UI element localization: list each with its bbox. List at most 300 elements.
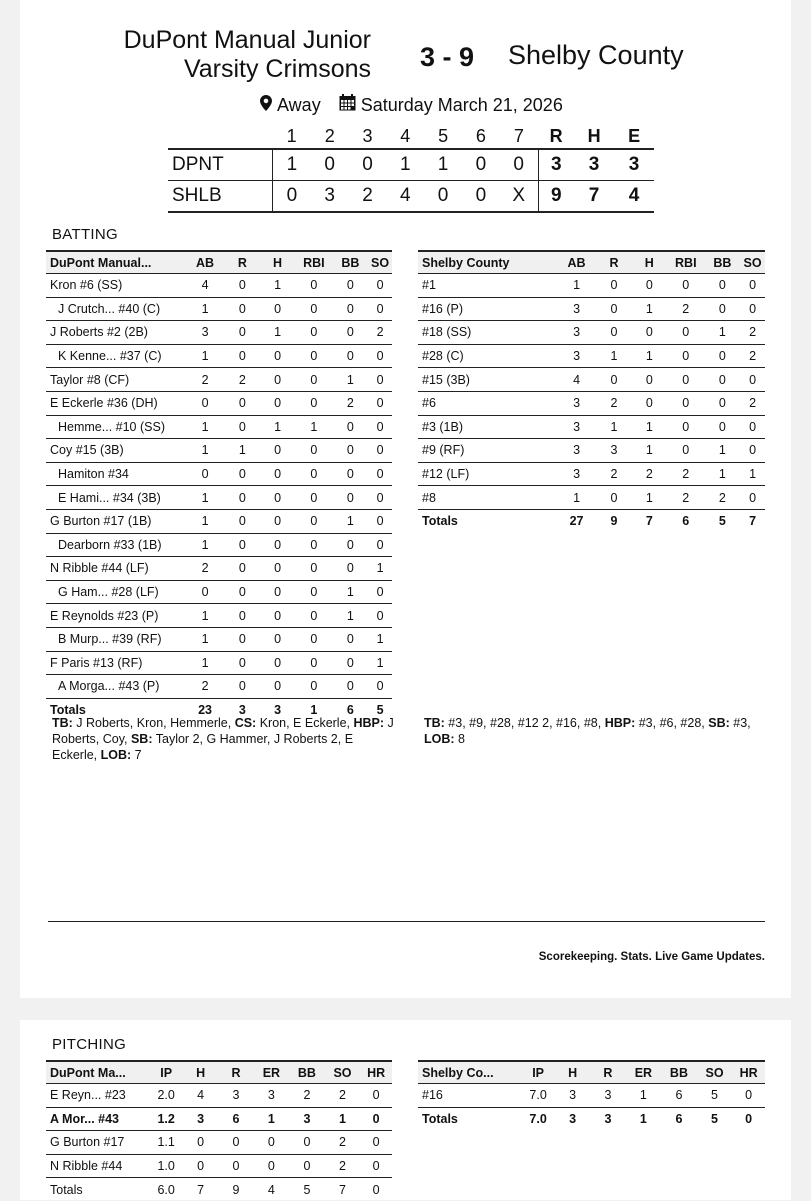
stat-cell: 0	[183, 1154, 218, 1178]
stat-cell: 1	[596, 415, 631, 439]
stat-cell: 1	[325, 1107, 361, 1131]
stat-cell: 0	[360, 1154, 392, 1178]
stat-cell: 0	[260, 462, 295, 486]
stat-cell: 1	[185, 344, 224, 368]
stat-cell: 0	[260, 557, 295, 581]
stat-cell: 0	[225, 321, 260, 345]
stat-cell: 0	[596, 297, 631, 321]
stat-cell: 0	[360, 1084, 392, 1108]
stat-cell: 0	[596, 368, 631, 392]
stat-cell: 0	[596, 321, 631, 345]
totals-row	[418, 509, 765, 532]
stat-cell: 0	[289, 1131, 325, 1155]
stat-cell: 1	[632, 415, 667, 439]
stat-cell: 0	[368, 344, 392, 368]
stat-cell: 3	[557, 439, 596, 463]
stat-cell: 0	[368, 486, 392, 510]
player-row	[46, 439, 392, 463]
stat-column-header: SO	[368, 251, 392, 274]
batting-table-dupont	[46, 250, 392, 721]
player-name: B Murp... #39 (RF)	[46, 627, 185, 651]
player-row	[46, 415, 392, 439]
stat-cell: 0	[368, 533, 392, 557]
pitcher-name: A Mor... #43	[46, 1107, 149, 1131]
stat-cell: 1	[254, 1107, 290, 1131]
stat-cell: 2	[325, 1154, 361, 1178]
player-row	[46, 533, 392, 557]
stat-cell: 4	[267, 1182, 275, 1197]
final-score: 3 - 9	[420, 42, 475, 72]
stat-cell: 9	[610, 514, 618, 529]
pitcher-name: #16	[418, 1084, 521, 1108]
inning-cell: 1	[386, 149, 424, 181]
stat-column-header: IP	[149, 1061, 183, 1084]
player-name: N Ribble #44 (LF)	[46, 557, 185, 581]
stat-cell: 0	[667, 415, 705, 439]
stat-cell: 1	[310, 702, 318, 717]
stat-cell: 0	[596, 274, 631, 298]
player-row	[418, 321, 765, 345]
stat-cell: 2	[225, 368, 260, 392]
stat-cell: 1	[260, 274, 295, 298]
stat-cell: 0	[368, 439, 392, 463]
batting-table-shelby	[418, 250, 765, 533]
team-column-header: Shelby County	[418, 251, 557, 274]
stat-cell: 7	[339, 1182, 346, 1197]
stat-cell: 5	[711, 1111, 718, 1126]
player-row	[46, 509, 392, 533]
stat-cell: 0	[295, 604, 333, 628]
inning-header: 5	[424, 124, 462, 149]
stat-cell: 0	[705, 344, 741, 368]
stat-cell: 0	[260, 675, 295, 699]
stat-cell: 3	[254, 1084, 290, 1108]
stat-cell: 0	[360, 1107, 392, 1131]
inning-header: 1	[273, 124, 311, 149]
player-row	[46, 462, 392, 486]
stat-cell: 1	[632, 297, 667, 321]
inning-header: 7	[500, 124, 538, 149]
player-name: Hemme... #10 (SS)	[46, 415, 185, 439]
stat-column-header: H	[183, 1061, 218, 1084]
stat-cell: 0	[225, 580, 260, 604]
inning-cell: 1	[424, 149, 462, 181]
game-location: Away	[277, 94, 321, 115]
stat-column-header: HR	[360, 1061, 392, 1084]
inning-cell: 0	[500, 149, 538, 181]
stat-cell: 1	[368, 651, 392, 675]
footer-tagline: Scorekeeping. Stats. Live Game Updates.	[538, 951, 765, 963]
player-name: #3 (1B)	[418, 415, 557, 439]
runs-header: R	[538, 124, 574, 149]
stat-cell: 0	[260, 486, 295, 510]
stat-cell: 0	[740, 297, 765, 321]
batting-section-title: BATTING	[52, 226, 118, 243]
line-score-row	[168, 181, 654, 213]
stat-cell: 0	[745, 1111, 753, 1126]
inning-header: 2	[311, 124, 349, 149]
stat-cell: 0	[260, 297, 295, 321]
team-abbr: DPNT	[168, 149, 273, 181]
stat-cell: 2	[705, 486, 741, 510]
stat-cell: 0	[225, 557, 260, 581]
stat-cell: 2	[596, 462, 631, 486]
stat-cell: 3	[557, 297, 596, 321]
stat-cell: 7	[749, 514, 757, 529]
stat-cell: 4	[557, 368, 596, 392]
stat-cell: 0	[333, 274, 368, 298]
stat-cell: 0	[705, 297, 741, 321]
stat-cell: 0	[333, 651, 368, 675]
stat-cell: 7	[645, 514, 653, 529]
stat-cell: 1	[596, 344, 631, 368]
stat-cell: 0	[260, 391, 295, 415]
stat-column-header: BB	[333, 251, 368, 274]
stat-column-header: SO	[740, 251, 765, 274]
stat-cell: 0	[225, 604, 260, 628]
stat-cell: 0	[333, 462, 368, 486]
stat-cell: 0	[295, 509, 333, 533]
player-row	[46, 675, 392, 699]
stat-cell: 1	[557, 274, 596, 298]
note-label: HBP:	[353, 716, 385, 730]
player-row	[418, 439, 765, 463]
stat-cell: 1	[225, 439, 260, 463]
stat-cell: 0	[333, 533, 368, 557]
stat-cell: 0	[295, 533, 333, 557]
stat-cell: 3	[183, 1107, 218, 1131]
stat-cell: 0	[705, 391, 741, 415]
stat-cell: 6	[675, 1111, 683, 1126]
stat-cell: 0	[368, 675, 392, 699]
stat-column-header: R	[596, 251, 631, 274]
table-header	[418, 1061, 765, 1084]
stat-cell: 4	[185, 274, 224, 298]
note-label: LOB:	[424, 732, 455, 746]
pitcher-row	[46, 1154, 392, 1178]
player-row	[46, 557, 392, 581]
stat-cell: 3	[590, 1084, 625, 1108]
pitcher-name: E Reyn... #23	[46, 1084, 149, 1108]
player-name: F Paris #13 (RF)	[46, 651, 185, 675]
errors-cell: 4	[614, 181, 654, 213]
stat-cell: 0	[225, 391, 260, 415]
note-text: 8	[454, 732, 465, 746]
stat-column-header: BB	[705, 251, 741, 274]
stat-cell: 3	[289, 1107, 325, 1131]
stat-cell: 2	[596, 391, 631, 415]
note-text: #3, #6, #28,	[635, 716, 709, 730]
inning-cell: 0	[273, 181, 311, 213]
stat-column-header: BB	[289, 1061, 325, 1084]
stat-cell: 5	[376, 702, 384, 717]
stat-cell: 1	[185, 439, 224, 463]
line-score-header	[168, 124, 654, 149]
stat-cell: 0	[260, 368, 295, 392]
game-date: Saturday March 21, 2026	[360, 94, 563, 115]
stat-cell: 3	[604, 1111, 612, 1126]
player-row	[418, 344, 765, 368]
stat-cell: 1	[632, 344, 667, 368]
player-row	[46, 368, 392, 392]
stat-cell: 3	[557, 344, 596, 368]
player-name: K Kenne... #37 (C)	[46, 344, 185, 368]
stat-cell: 0	[705, 415, 741, 439]
stat-cell: 2	[289, 1084, 325, 1108]
stat-cell: 1	[295, 415, 333, 439]
player-row	[418, 391, 765, 415]
stat-cell: 7.0	[521, 1084, 555, 1108]
inning-cell: 3	[311, 181, 349, 213]
stat-column-header: AB	[185, 251, 224, 274]
away-team-name: Shelby County	[508, 40, 684, 70]
stat-cell: 1.2	[149, 1107, 183, 1131]
inning-cell: 2	[349, 181, 387, 213]
stat-cell: 0	[295, 580, 333, 604]
pitcher-row	[46, 1131, 392, 1155]
player-name: J Roberts #2 (2B)	[46, 321, 185, 345]
stat-cell: 2	[667, 486, 705, 510]
stat-cell: 7	[197, 1182, 205, 1197]
stat-cell: 1	[185, 509, 224, 533]
stat-cell: 3	[555, 1084, 590, 1108]
stat-column-header: R	[218, 1061, 253, 1084]
player-name: G Burton #17 (1B)	[46, 509, 185, 533]
note-text: J Roberts, Kron, Hemmerle,	[72, 716, 235, 730]
stat-cell: 0	[225, 675, 260, 699]
stat-cell: 0	[368, 462, 392, 486]
totals-row	[418, 1107, 765, 1130]
player-row	[46, 297, 392, 321]
stat-cell: 0	[185, 462, 224, 486]
stat-cell: 2	[185, 557, 224, 581]
stat-cell: 2	[632, 462, 667, 486]
inning-header: 3	[349, 124, 387, 149]
player-row	[418, 274, 765, 298]
stat-cell: 0	[225, 462, 260, 486]
stat-cell: 2	[185, 368, 224, 392]
player-name: E Hami... #34 (3B)	[46, 486, 185, 510]
stat-cell: 0	[295, 439, 333, 463]
calendar-icon	[339, 94, 356, 116]
stat-column-header: SO	[325, 1061, 361, 1084]
stat-cell: 0	[632, 321, 667, 345]
stat-column-header: ER	[626, 1061, 662, 1084]
stat-cell: 0	[295, 344, 333, 368]
team-column-header: Shelby Co...	[418, 1061, 521, 1084]
stat-cell: 0	[632, 274, 667, 298]
stat-cell: 0	[295, 557, 333, 581]
stat-cell: 1	[185, 297, 224, 321]
note-text: Taylor 2, G Hammer, J Roberts 2, E Eckerle,	[52, 732, 354, 762]
stat-cell: 0	[368, 274, 392, 298]
runs-cell: 3	[538, 149, 574, 181]
table-header	[46, 251, 392, 274]
stat-cell: 0	[368, 368, 392, 392]
stat-cell: 1	[333, 604, 368, 628]
stat-cell: 0	[225, 297, 260, 321]
stat-column-header: ER	[254, 1061, 290, 1084]
stat-cell: 0	[218, 1131, 253, 1155]
inning-header: 6	[462, 124, 500, 149]
team-column-header: DuPont Manual...	[46, 251, 185, 274]
stat-cell: 0	[260, 439, 295, 463]
stat-cell: 0	[225, 344, 260, 368]
stat-cell: 0	[225, 509, 260, 533]
stat-cell: 1	[260, 415, 295, 439]
hits-cell: 7	[574, 181, 614, 213]
player-name: #18 (SS)	[418, 321, 557, 345]
stat-cell: 0	[218, 1154, 253, 1178]
player-name: Hamiton #34	[46, 462, 185, 486]
stat-cell: 1	[740, 462, 765, 486]
stat-cell: 0	[295, 391, 333, 415]
player-row	[418, 297, 765, 321]
stat-cell: 2.0	[149, 1084, 183, 1108]
stat-cell: 1	[185, 651, 224, 675]
player-name: A Morga... #43 (P)	[46, 675, 185, 699]
note-text: #3, #9, #28, #12 2, #16, #8,	[444, 716, 605, 730]
totals-label: Totals	[50, 702, 86, 717]
stat-cell: 1	[705, 439, 741, 463]
stat-cell: 0	[183, 1131, 218, 1155]
stat-cell: 0	[333, 675, 368, 699]
stat-cell: 0	[368, 297, 392, 321]
pitcher-name: Totals	[50, 1182, 83, 1197]
stat-cell: 0	[740, 274, 765, 298]
stat-cell: 0	[254, 1154, 290, 1178]
player-row	[46, 274, 392, 298]
stat-cell: 0	[295, 486, 333, 510]
player-name: Kron #6 (SS)	[46, 274, 185, 298]
pitcher-name: N Ribble #44	[46, 1154, 149, 1178]
stat-cell: 6.0	[157, 1182, 175, 1197]
stat-cell: 1	[185, 533, 224, 557]
stat-cell: 0	[667, 274, 705, 298]
player-name: Taylor #8 (CF)	[46, 368, 185, 392]
stat-cell: 0	[740, 368, 765, 392]
hits-cell: 3	[574, 149, 614, 181]
stat-cell: 0	[225, 627, 260, 651]
player-name: #9 (RF)	[418, 439, 557, 463]
player-name: E Eckerle #36 (DH)	[46, 391, 185, 415]
stat-cell: 0	[260, 604, 295, 628]
stat-cell: 0	[667, 391, 705, 415]
player-row	[418, 462, 765, 486]
stat-cell: 0	[260, 509, 295, 533]
stat-cell: 23	[198, 702, 212, 717]
stat-cell: 6	[682, 514, 690, 529]
stat-cell: 1	[333, 509, 368, 533]
stat-cell: 3	[569, 1111, 577, 1126]
note-label: HBP:	[604, 716, 636, 730]
note-text: Kron, E Eckerle,	[256, 716, 354, 730]
stat-cell: 1	[705, 462, 741, 486]
stat-cell: 0	[368, 580, 392, 604]
stat-cell: 0	[185, 580, 224, 604]
pitching-table-dupont	[46, 1060, 392, 1201]
stat-cell: 0	[333, 344, 368, 368]
box-score-page	[20, 0, 791, 998]
stat-cell: 0	[333, 297, 368, 321]
stat-cell: 0	[632, 391, 667, 415]
stat-cell: 1	[632, 439, 667, 463]
runs-cell: 9	[538, 181, 574, 213]
totals-row	[46, 1178, 392, 1201]
player-row	[418, 415, 765, 439]
stat-cell: 1	[557, 486, 596, 510]
note-text: J Roberts, Coy,	[52, 716, 394, 746]
stat-cell: 1	[368, 557, 392, 581]
stat-cell: 0	[740, 439, 765, 463]
batting-notes-dupont	[52, 715, 397, 763]
errors-header: E	[614, 124, 654, 149]
stat-column-header: H	[260, 251, 295, 274]
player-name: J Crutch... #40 (C)	[46, 297, 185, 321]
player-row	[46, 344, 392, 368]
stat-cell: 1	[185, 627, 224, 651]
pitching-section-title: PITCHING	[52, 1036, 127, 1053]
inning-cell: 0	[349, 149, 387, 181]
pitcher-name: G Burton #17	[46, 1131, 149, 1155]
stat-cell: 3	[274, 702, 282, 717]
stat-cell: 2	[325, 1084, 361, 1108]
stat-cell: 0	[225, 415, 260, 439]
stat-cell: 0	[368, 604, 392, 628]
stat-column-header: AB	[557, 251, 596, 274]
stat-cell: 2	[740, 391, 765, 415]
player-name: Coy #15 (3B)	[46, 439, 185, 463]
divider	[48, 921, 765, 922]
stat-cell: 0	[260, 580, 295, 604]
stat-cell: 0	[295, 462, 333, 486]
game-meta	[260, 94, 563, 116]
stat-cell: 1	[626, 1084, 662, 1108]
stat-cell: 0	[260, 651, 295, 675]
player-row	[46, 651, 392, 675]
inning-cell: 1	[273, 149, 311, 181]
inning-cell: 0	[311, 149, 349, 181]
stat-cell: 5	[303, 1182, 311, 1197]
stat-cell: 0	[740, 486, 765, 510]
player-name: #12 (LF)	[418, 462, 557, 486]
stat-cell: 1	[333, 580, 368, 604]
stat-cell: 0	[295, 651, 333, 675]
player-row	[418, 486, 765, 510]
stat-cell: 0	[260, 533, 295, 557]
stat-cell: 2	[368, 321, 392, 345]
stat-cell: 0	[667, 344, 705, 368]
stat-cell: 0	[705, 368, 741, 392]
player-row	[46, 391, 392, 415]
stat-cell: 3	[238, 702, 246, 717]
stat-column-header: IP	[521, 1061, 555, 1084]
note-label: CS:	[234, 716, 257, 730]
stat-cell: 3	[218, 1084, 253, 1108]
stat-cell: 2	[333, 391, 368, 415]
line-score-row	[168, 149, 654, 181]
stat-cell: 0	[295, 297, 333, 321]
stat-column-header: SO	[697, 1061, 733, 1084]
player-row	[46, 627, 392, 651]
stat-cell: 1	[368, 627, 392, 651]
stat-cell: 1	[639, 1111, 647, 1126]
stat-cell: 4	[183, 1084, 218, 1108]
errors-cell: 3	[614, 149, 654, 181]
stat-cell: 0	[225, 274, 260, 298]
map-pin-icon	[260, 95, 272, 116]
stat-cell: 1.1	[149, 1131, 183, 1155]
